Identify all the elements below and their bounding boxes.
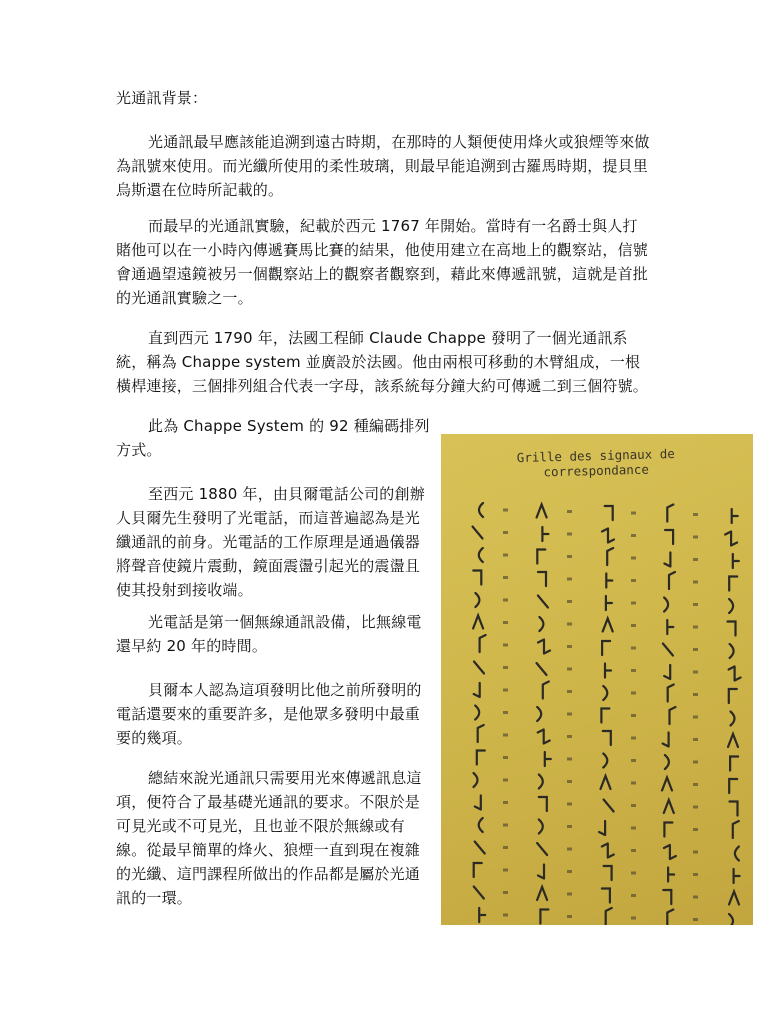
signal-index-mark: [631, 647, 636, 650]
signal-symbol: [728, 622, 736, 636]
signal-symbol: [537, 663, 547, 675]
signal-symbol: [730, 644, 734, 658]
signal-index-mark: [503, 779, 508, 782]
signal-symbol: [734, 869, 740, 883]
signal-symbol: [475, 593, 479, 607]
signal-symbol: [537, 550, 545, 564]
signal-index-mark: [693, 693, 698, 696]
paragraph-3: 直到西元 1790 年，法國工程師 Claude Chappe 發明了一個光通訊系統，稱為 Chappe system 並廣設於法國。他由兩根可移動的木臂組成，一根橫桿連接，三個排列組合代表一字母，該系統每分鐘大約可傳遞二到三個符號。: [116, 329, 649, 395]
signal-symbol: [729, 892, 739, 905]
signal-index-mark: [693, 896, 698, 899]
signal-symbol: [478, 725, 484, 742]
signal-index-mark: [567, 848, 572, 851]
signal-index-mark: [503, 509, 508, 512]
signal-symbol: [545, 752, 551, 766]
signal-index-mark: [693, 873, 698, 876]
signal-symbol: [665, 755, 669, 769]
signal-symbol: [477, 751, 485, 765]
signal-index-mark: [503, 666, 508, 669]
signal-index-mark: [567, 645, 572, 648]
signal-symbol: [479, 503, 483, 517]
signal-symbol: [732, 509, 738, 523]
signal-index-mark: [693, 558, 698, 561]
signal-symbol: [604, 866, 612, 880]
signal-symbol: [602, 889, 610, 903]
signal-index-mark: [631, 894, 636, 897]
paragraph-2: 而最早的光通訊實驗，紀載於西元 1767 年開始。當時有一名爵士與人打賭他可以在一小時內傳遞賽馬比賽的結果，他使用建立在高地上的觀察站，信號會通過望遠鏡被另一個觀察站上的觀察者觀察到，藉此來傳遞訊號，這就是首批的光通訊實驗之一。: [116, 217, 649, 307]
signal-symbol: [606, 574, 612, 588]
paragraph-5: 至西元 1880 年，由貝爾電話公司的創辦人貝爾先生發明了光電話，而這普遍認為是光纖通訊的前身。光電話的工作原理是通過儀器將聲音使鏡片震動，鏡面震盪引起光的震盪且使其投射到接收端。: [116, 485, 425, 599]
signal-symbol: [729, 667, 741, 681]
signal-symbol: [479, 818, 483, 832]
signal-index-mark: [567, 600, 572, 603]
signal-symbol: [538, 596, 548, 608]
signal-index-mark: [693, 648, 698, 651]
signal-index-mark: [567, 690, 572, 693]
signal-symbol: [731, 712, 735, 726]
signal-symbol: [479, 908, 485, 922]
signal-symbol: [599, 821, 605, 835]
signal-index-mark: [503, 621, 508, 624]
signal-symbol: [473, 616, 483, 629]
signal-symbol: [603, 619, 613, 632]
signal-index-mark: [503, 531, 508, 534]
signal-index-mark: [631, 804, 636, 807]
signal-index-mark: [567, 915, 572, 918]
paragraph-7: 貝爾本人認為這項發明比他之前所發明的電話還要來的重要許多，是他眾多發明中最重要的幾項。: [116, 681, 422, 747]
signal-symbol: [733, 554, 739, 568]
signal-symbol: [670, 707, 676, 724]
signal-symbol: [474, 887, 484, 899]
signal-symbol: [473, 527, 483, 539]
signal-index-mark: [693, 513, 698, 516]
signal-index-mark: [503, 644, 508, 647]
signal-index-mark: [631, 512, 636, 515]
signal-symbol: [664, 800, 674, 813]
signal-index-mark: [567, 893, 572, 896]
signal-index-mark: [503, 711, 508, 714]
signal-symbol: [607, 548, 613, 565]
signal-symbol: [601, 709, 609, 723]
signal-index-mark: [693, 851, 698, 854]
signal-index-mark: [631, 669, 636, 672]
signal-symbol: [729, 599, 733, 613]
paragraph-4: 此為 Chappe System 的 92 種編碼排列方式。: [116, 417, 430, 459]
signal-symbol: [729, 577, 737, 591]
signal-symbol: [605, 664, 611, 678]
signal-index-mark: [631, 579, 636, 582]
signal-index-mark: [693, 738, 698, 741]
signal-index-mark: [631, 557, 636, 560]
signal-symbol: [663, 644, 673, 656]
paragraph-6: 光電話是第一個無線通訊設備，比無線電還早約 20 年的時間。: [116, 613, 422, 655]
signal-symbol: [668, 868, 674, 882]
signal-symbol: [539, 617, 543, 631]
signal-symbol: [539, 775, 543, 789]
signal-symbol-grid: [441, 434, 753, 925]
signal-symbol: [537, 505, 547, 518]
signal-symbol: [473, 571, 481, 585]
signal-symbol: [538, 865, 544, 879]
signal-symbol: [603, 731, 611, 745]
signal-symbol: [664, 845, 676, 859]
signal-symbol: [538, 572, 546, 586]
signal-symbol: [605, 506, 613, 520]
signal-symbol: [667, 910, 673, 926]
signal-symbol: [475, 706, 479, 720]
signal-index-mark: [693, 626, 698, 629]
signal-index-mark: [503, 599, 508, 602]
signal-index-mark: [567, 578, 572, 581]
signal-symbol: [538, 730, 550, 744]
signal-symbol: [543, 682, 549, 699]
signal-index-mark: [567, 713, 572, 716]
signal-symbol: [602, 529, 614, 543]
signal-symbol: [730, 802, 738, 816]
signal-index-mark: [503, 689, 508, 692]
signal-symbol: [728, 734, 738, 747]
signal-symbol: [603, 754, 607, 768]
signal-symbol: [602, 844, 614, 858]
signal-symbol: [603, 686, 607, 700]
signal-symbol: [606, 908, 612, 925]
signal-index-mark: [631, 827, 636, 830]
signal-symbol: [475, 796, 481, 810]
signal-index-mark: [567, 803, 572, 806]
signal-index-mark: [503, 824, 508, 827]
signal-symbol: [474, 683, 480, 697]
signal-index-mark: [503, 576, 508, 579]
signal-symbol: [729, 779, 737, 793]
signal-symbol: [604, 800, 614, 812]
signal-symbol: [665, 530, 673, 544]
signal-index-mark: [693, 671, 698, 674]
signal-index-mark: [693, 918, 698, 921]
signal-index-mark: [567, 533, 572, 536]
signal-index-mark: [631, 602, 636, 605]
signal-symbol: [664, 665, 670, 679]
signal-index-mark: [693, 581, 698, 584]
signal-symbol: [480, 635, 486, 652]
signal-symbol: [663, 890, 671, 904]
signal-symbol: [539, 820, 543, 834]
signal-index-mark: [693, 536, 698, 539]
signal-index-mark: [567, 623, 572, 626]
signal-symbol: [537, 887, 547, 900]
signal-symbol: [669, 572, 675, 589]
signal-index-mark: [631, 714, 636, 717]
signal-symbol: [537, 707, 541, 721]
signal-index-mark: [567, 735, 572, 738]
signal-index-mark: [693, 603, 698, 606]
signal-index-mark: [631, 624, 636, 627]
signal-symbol: [538, 640, 550, 654]
signal-index-mark: [503, 734, 508, 737]
signal-index-mark: [693, 783, 698, 786]
signal-symbol: [733, 821, 739, 838]
signal-index-mark: [631, 759, 636, 762]
signal-symbol: [663, 733, 669, 747]
signal-index-mark: [693, 761, 698, 764]
signal-index-mark: [631, 849, 636, 852]
signal-symbol: [725, 532, 737, 546]
signal-symbol: [664, 598, 668, 612]
signal-symbol: [667, 620, 673, 634]
signal-symbol: [474, 773, 478, 787]
signal-index-mark: [503, 891, 508, 894]
signal-symbol: [606, 596, 612, 610]
signal-symbol: [540, 910, 548, 924]
signal-symbol: [475, 842, 485, 854]
signal-index-mark: [503, 801, 508, 804]
signal-index-mark: [503, 869, 508, 872]
signal-symbol: [539, 797, 547, 811]
signal-index-mark: [631, 692, 636, 695]
signal-symbol: [664, 553, 670, 567]
signal-symbol: [667, 505, 673, 522]
signal-index-mark: [693, 716, 698, 719]
signal-index-mark: [631, 782, 636, 785]
chappe-signal-grid-photo: [441, 434, 753, 925]
signal-index-mark: [503, 554, 508, 557]
signal-symbol: [662, 778, 672, 791]
signal-symbol: [735, 847, 739, 861]
signal-symbol: [474, 662, 484, 674]
signal-index-mark: [567, 780, 572, 783]
signal-symbol: [602, 641, 610, 655]
signal-index-mark: [631, 917, 636, 920]
signal-symbol: [730, 757, 738, 771]
signal-index-mark: [503, 914, 508, 917]
signal-symbol: [664, 823, 672, 837]
signal-index-mark: [693, 828, 698, 831]
signal-symbol: [668, 685, 674, 702]
signal-symbol: [729, 914, 733, 925]
signal-symbol: [479, 548, 483, 562]
signal-index-mark: [503, 846, 508, 849]
signal-symbol: [729, 689, 737, 703]
signal-symbol: [542, 527, 548, 541]
signal-symbol: [537, 843, 547, 855]
signal-index-mark: [631, 872, 636, 875]
signal-index-mark: [631, 737, 636, 740]
paragraph-8: 總結來說光通訊只需要用光來傳遞訊息這項，便符合了最基礎光通訊的要求。不限於是可見光或不可見光，且也並不限於無線或有線。從最早簡單的烽火、狼煙一直到現在複雜的光纖、這門課程所做出的作品都是屬於光通訊的一環。: [116, 769, 422, 907]
signal-index-mark: [567, 870, 572, 873]
signal-index-mark: [567, 825, 572, 828]
signal-symbol: [601, 776, 611, 789]
signal-index-mark: [503, 756, 508, 759]
figure-title-line-2: correspondance: [543, 461, 650, 480]
figure-title-line-1: Grille des signaux de: [516, 445, 675, 466]
signal-index-mark: [567, 758, 572, 761]
section-heading: 光通訊背景：: [116, 89, 208, 107]
signal-index-mark: [631, 534, 636, 537]
signal-index-mark: [567, 668, 572, 671]
signal-symbol: [474, 863, 482, 877]
signal-index-mark: [693, 806, 698, 809]
signal-index-mark: [567, 510, 572, 513]
paragraph-1: 光通訊最早應該能追溯到遠古時期，在那時的人類便使用烽火或狼煙等來做為訊號來使用。而光纖所使用的柔性玻璃，則最早能追溯到古羅馬時期，提貝里烏斯還在位時所記載的。: [116, 133, 650, 199]
signal-index-mark: [567, 555, 572, 558]
